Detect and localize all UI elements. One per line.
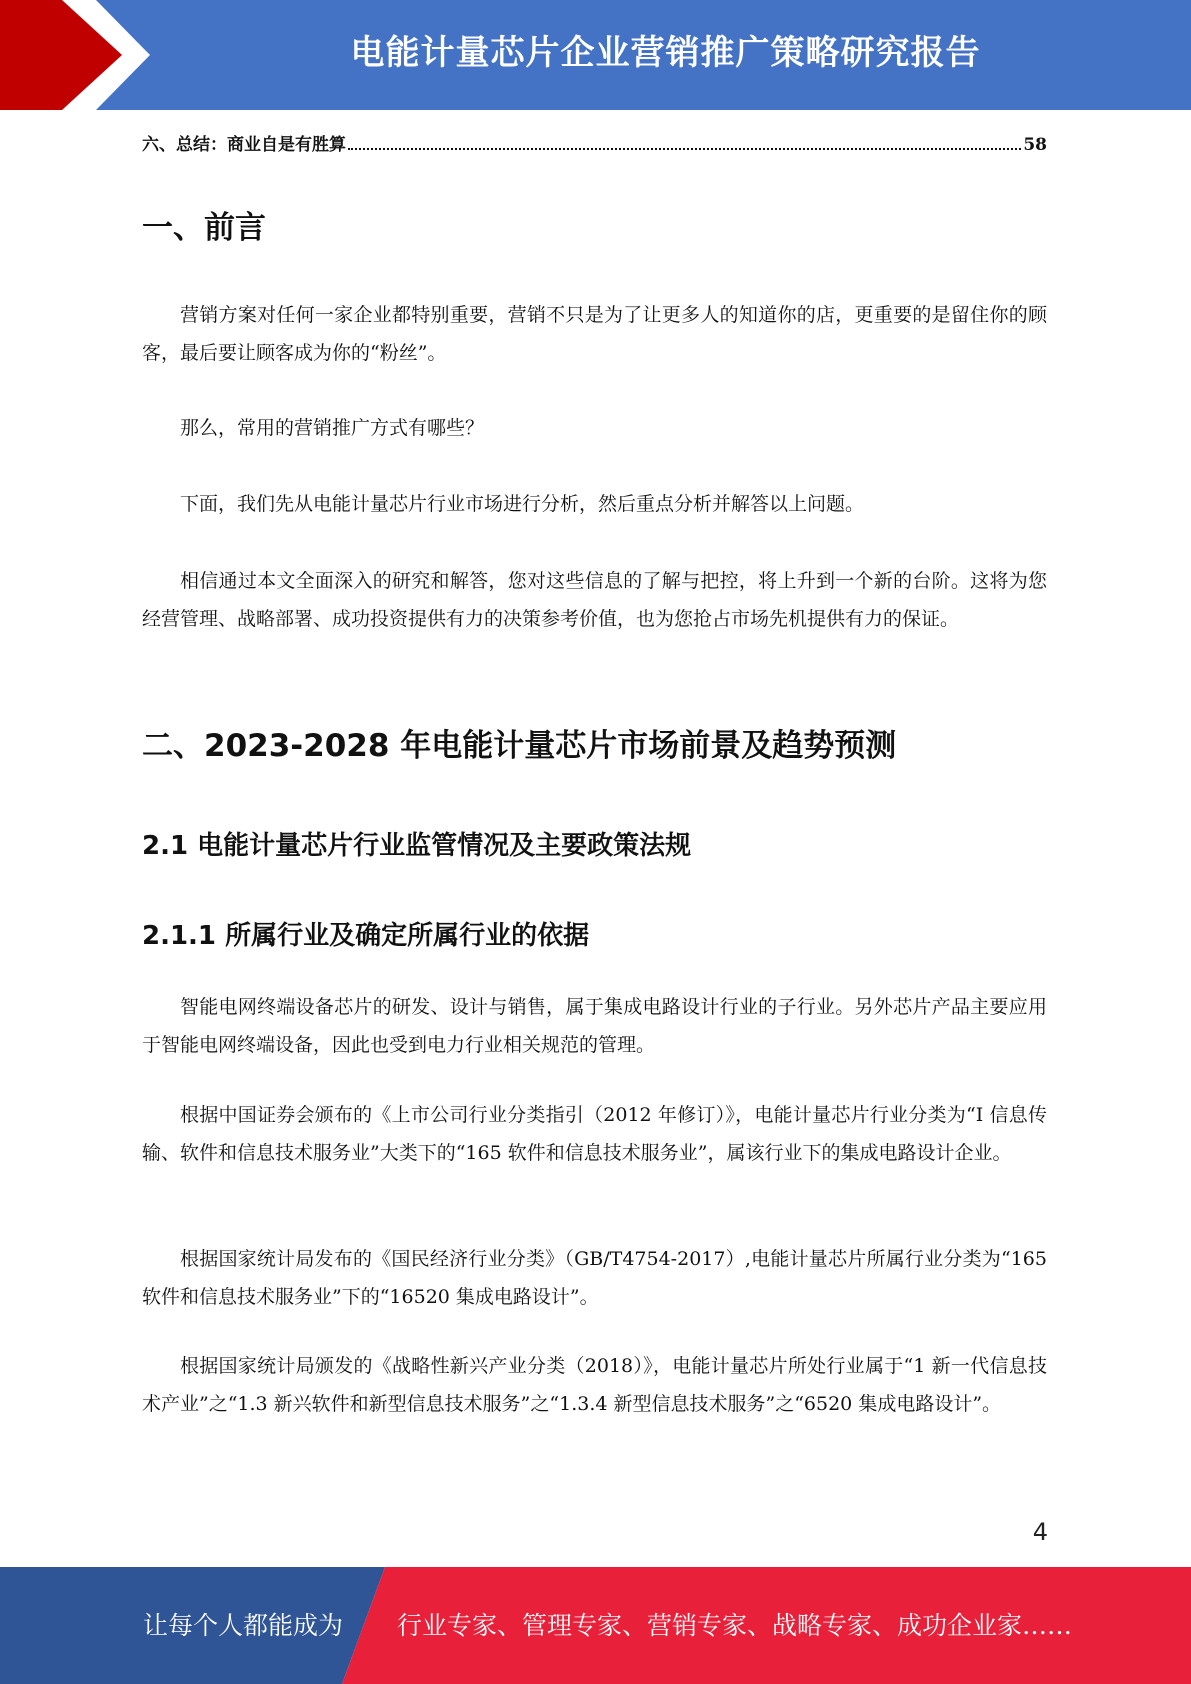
header-arrow-decoration [0,0,150,110]
subsubsection-heading: 2.1.1 所属行业及确定所属行业的依据 [142,921,590,951]
paragraph: 下面，我们先从电能计量芯片行业市场进行分析，然后重点分析并解答以上问题。 [180,493,865,515]
toc-leader-dots [348,148,1021,150]
paragraph: 根据国家统计局发布的《国民经济行业分类》（GB/T4754-2017）,电能计量芯片所属行业分类为“165 软件和信息技术服务业”下的“16520 集成电路设计”。 [142,1248,1047,1308]
toc-entry-page: 58 [1023,135,1047,155]
paragraph: 智能电网终端设备芯片的研发、设计与销售，属于集成电路设计行业的子行业。另外芯片产品主要应用于智能电网终端设备，因此也受到电力行业相关规范的管理。 [142,996,1047,1056]
paragraph: 根据中国证券会颁布的《上市公司行业分类指引（2012 年修订）》，电能计量芯片行业分类为“I 信息传输、软件和信息技术服务业”大类下的“165 软件和信息技术服务业”，属该行业下的集成电路设计企业。 [142,1104,1047,1164]
footer-slogan-right: 行业专家、管理专家、营销专家、战略专家、成功企业家…… [397,1611,1073,1640]
report-header [0,0,1191,110]
paragraph: 相信通过本文全面深入的研究和解答，您对这些信息的了解与把控，将上升到一个新的台阶。这将为您经营管理、战略部署、成功投资提供有力的决策参考价值，也为您抢占市场先机提供有力的保证。 [142,570,1047,630]
paragraph: 营销方案对任何一家企业都特别重要，营销不只是为了让更多人的知道你的店，更重要的是留住你的顾客，最后要让顾客成为你的“粉丝”。 [142,304,1047,364]
paragraph: 那么，常用的营销推广方式有哪些？ [180,417,485,439]
report-title: 电能计量芯片企业营销推广策略研究报告 [350,33,981,73]
toc-entry[interactable] [142,130,1047,155]
page-number: 4 [1032,1518,1048,1546]
toc-entry-label: 六、总结：商业自是有胜算 [142,135,346,155]
section-heading-preface: 一、前言 [142,210,266,246]
paragraph: 根据国家统计局颁发的《战略性新兴产业分类（2018）》，电能计量芯片所处行业属于“1 新一代信息技术产业”之“1.3 新兴软件和新型信息技术服务”之“1.3.4 新型信息技术服务”之“6520 集成电路设计”。 [142,1355,1047,1415]
subsection-heading: 2.1 电能计量芯片行业监管情况及主要政策法规 [142,831,692,861]
report-footer [0,1567,1191,1684]
section-heading-forecast: 二、2023-2028 年电能计量芯片市场前景及趋势预测 [142,728,897,764]
footer-slogan-left: 让每个人都能成为 [143,1611,344,1640]
